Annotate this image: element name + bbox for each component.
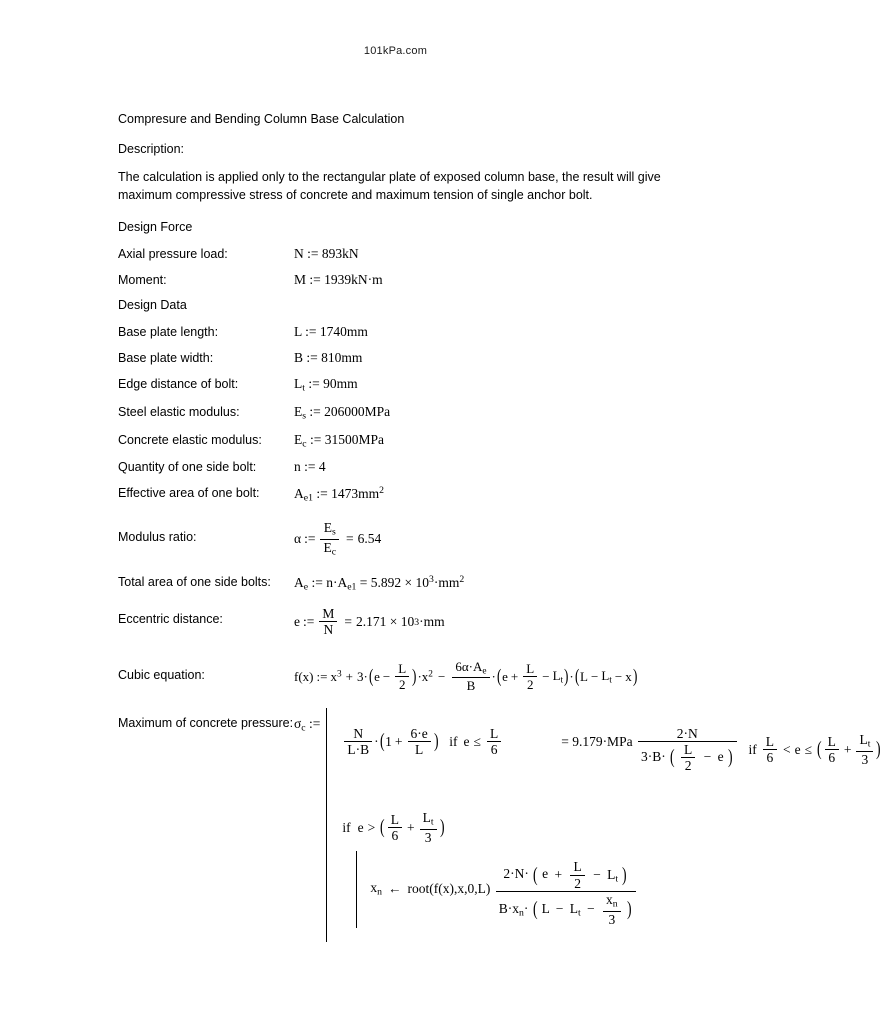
piecewise-case-1: [342, 726, 632, 758]
op-minus-6: −: [703, 748, 712, 764]
den-3-a: 3: [856, 751, 873, 768]
sigma-base: σ: [294, 715, 302, 731]
value-N: 893kN: [321, 246, 359, 262]
row-steel-elastic-modulus: [118, 404, 678, 422]
arrow-assign: ←: [387, 880, 402, 896]
fraction-Es-over-Ec: [320, 520, 339, 558]
fraction-L-over-6-d: [388, 812, 402, 844]
Lt-base-2: L: [601, 668, 610, 684]
symbol-sigma-c: [294, 708, 326, 734]
value-alpha: 6.54: [357, 530, 382, 546]
num-L-b: L: [526, 660, 535, 676]
xn-base-3: x: [606, 892, 613, 908]
dot-8: ·: [374, 733, 379, 749]
value-Ae-unit-exponent: 2: [459, 573, 465, 585]
three-2: 3: [640, 748, 648, 764]
assignment-xn-root: [370, 880, 490, 898]
op-minus-4: −: [590, 669, 599, 685]
label-axial-pressure-load: Axial pressure load:: [118, 247, 228, 262]
label-base-plate-length: Base plate length:: [118, 325, 219, 340]
symbol-Es-sub: s: [302, 410, 307, 422]
row-edge-distance-of-bolt: [118, 376, 678, 394]
cond1-le: ≤: [473, 733, 481, 749]
symbol-N: N: [294, 246, 304, 262]
symbol-Ec-base: E: [294, 431, 303, 447]
final-fraction-expression: [494, 859, 638, 928]
dot-1: ·: [332, 574, 338, 590]
symbol-n: n: [294, 459, 301, 475]
expr-edge-distance-of-bolt: [294, 376, 358, 394]
inner-Lt-2: [601, 668, 612, 686]
paren-close-7: ): [439, 816, 445, 838]
Lt-sub-1: t: [560, 675, 564, 686]
paren-close-5: ): [727, 747, 733, 769]
symbol-Ae1-sub: e1: [303, 492, 313, 504]
value-Ec: 31500MPa: [324, 431, 384, 447]
paren-open-9: (: [532, 899, 538, 921]
x-2: x: [421, 669, 429, 685]
symbol-Ae1-base: A: [294, 486, 304, 502]
op-minus-8: −: [555, 901, 564, 917]
assign-op-6: :=: [309, 403, 321, 419]
den-B-1: B: [452, 677, 489, 693]
fraction-Lt-over-3-a: [856, 732, 873, 768]
xn-sub-3: n: [612, 899, 618, 911]
symbol-Ae-sub: e: [303, 581, 309, 593]
symbol-Es-base: E: [294, 403, 303, 419]
dot-2: ·: [363, 669, 368, 685]
Lt-sub-2: t: [609, 675, 612, 686]
dot-13: ·: [510, 866, 515, 882]
value-Ae1-exponent: 2: [379, 485, 384, 497]
num-xn: [603, 892, 621, 911]
op-plus-1: +: [345, 669, 353, 685]
den-c: c: [331, 546, 337, 558]
N-3: N: [514, 866, 525, 882]
fraction-L-over-2-c: [681, 742, 695, 774]
value-Es: 206000MPa: [324, 403, 391, 419]
expr-quantity-of-one-side-bolt: [294, 459, 326, 475]
value-e-exponent: 3: [414, 616, 420, 628]
paren-open-7: (: [380, 816, 385, 838]
xn-base-2: x: [512, 901, 519, 917]
paren-close-1: ): [412, 666, 417, 688]
value-B: 810mm: [321, 350, 363, 366]
fraction-denominator-N: N: [319, 621, 337, 638]
label-moment: Moment:: [118, 273, 167, 288]
label-total-area-one-side-bolts: Total area of one side bolts:: [118, 574, 271, 589]
expr-cubic-equation: [294, 660, 638, 693]
expr-eccentric-distance: [294, 606, 445, 638]
expr-steel-elastic-modulus: [294, 404, 390, 422]
row-moment: [118, 272, 678, 288]
op-minus-3: −: [542, 669, 550, 685]
op-minus-2: −: [437, 669, 446, 685]
num-6-alpha-Ae: [452, 660, 489, 677]
inner-e-2: e: [502, 669, 508, 685]
expr-moment: [294, 272, 383, 288]
Lt-base-3: L: [859, 732, 868, 748]
if-keyword-2: if: [748, 741, 757, 757]
Lt-sub-5: t: [615, 873, 619, 885]
fraction-L-over-2-a: [395, 662, 409, 693]
piecewise-case-3-condition: [342, 810, 445, 846]
row-concrete-elastic-modulus: [118, 432, 678, 450]
expr-axial-pressure-load: [294, 246, 359, 262]
equals-alpha: =: [346, 530, 354, 546]
piecewise-case-2: [636, 726, 882, 774]
fraction-L-over-2-d: [570, 859, 584, 891]
if-keyword-1: if: [449, 733, 458, 749]
label-effective-area-of-one-bolt: Effective area of one bolt:: [118, 486, 260, 501]
expr-modulus-ratio: [294, 520, 381, 558]
symbol-alpha: α: [294, 530, 302, 546]
row-eccentric-distance: [118, 606, 678, 638]
factor-n: n: [326, 574, 333, 590]
Ae-sub-1: e: [482, 666, 487, 677]
assign-op-10: :=: [304, 530, 316, 546]
op-minus-5: −: [614, 669, 623, 685]
dot-16: ·: [523, 901, 529, 917]
fraction-xn-over-3: [603, 892, 621, 928]
section-design-force: Design Force: [118, 220, 193, 235]
symbol-xn: [370, 880, 382, 898]
symbol-L: L: [294, 324, 302, 340]
num-2N: [638, 726, 737, 741]
num-L-e: L: [765, 733, 774, 749]
label-steel-elastic-modulus: Steel elastic modulus:: [118, 404, 240, 419]
expr-concrete-elastic-modulus: [294, 432, 384, 450]
cond3-gt: >: [367, 819, 376, 835]
fraction-final: [496, 859, 636, 928]
assign-op-3: :=: [305, 324, 317, 340]
row-max-concrete-pressure: [118, 708, 881, 942]
row-total-area-one-side-bolts: [118, 574, 678, 593]
coef-3: 3: [356, 669, 364, 685]
e-4: e: [717, 748, 724, 764]
den-L-2: L: [408, 741, 431, 758]
label-max-concrete-pressure: Maximum of concrete pressure:: [118, 715, 294, 730]
label-concrete-elastic-modulus: Concrete elastic modulus:: [118, 432, 262, 447]
symbol-B: B: [294, 350, 304, 366]
den-final: [496, 891, 636, 928]
fraction-2N-over-3B: [638, 726, 737, 774]
fraction-L-over-2-b: [523, 662, 537, 693]
B-4: B: [498, 901, 508, 917]
two-1: 2: [676, 725, 684, 741]
Lt-6: [569, 901, 581, 920]
op-plus-2: +: [510, 669, 519, 685]
label-eccentric-distance: Eccentric distance:: [118, 612, 223, 627]
Lt-sub-6: t: [577, 908, 581, 920]
sigma-result-value: = 9.179·MPa: [561, 733, 633, 749]
L-final: L: [541, 901, 550, 917]
Lt-5: [607, 866, 619, 885]
term-x-squared: [422, 669, 433, 685]
description-label: Description:: [118, 142, 184, 156]
den-3-b: 3: [420, 829, 437, 846]
expr-base-plate-length: [294, 324, 368, 340]
factor-Ae1-base: A: [337, 574, 348, 590]
paren-close-9: ): [627, 899, 632, 921]
inner-e-1: e: [374, 669, 380, 685]
den-LB: [344, 741, 372, 758]
den-2-a: 2: [395, 676, 409, 692]
e-5: e: [542, 866, 549, 882]
e-3: e: [421, 725, 428, 741]
xn-sub-1: n: [377, 886, 382, 898]
den-6-a: 6: [487, 741, 501, 758]
paren-open-5: (: [670, 747, 675, 769]
fraction-6e-over-L: [408, 726, 431, 758]
cond2-lt: <: [783, 741, 791, 757]
paren-open-6: (: [817, 738, 822, 760]
inner-L-1: L: [580, 669, 588, 685]
num-N-1: N: [353, 725, 364, 741]
symbol-M: M: [294, 272, 307, 288]
x-1: x: [330, 669, 337, 685]
cond2-e: e: [794, 741, 801, 757]
piecewise-case-3: [342, 810, 882, 928]
num-s: s: [331, 526, 336, 538]
den-B-2: B: [360, 741, 370, 757]
value-Ae-unit: ·mm: [433, 574, 460, 590]
fraction-numerator-M: M: [322, 606, 335, 622]
symbol-Ae-base: A: [294, 574, 304, 590]
label-edge-distance-of-bolt: Edge distance of bolt:: [118, 377, 239, 392]
cond2-le: ≤: [804, 741, 813, 757]
expr-base-plate-width: [294, 350, 362, 366]
num-L-f: L: [827, 733, 836, 749]
Ae-base-1: A: [472, 659, 483, 675]
cond1-e: e: [463, 733, 470, 749]
piecewise-block: [326, 708, 882, 942]
label-base-plate-width: Base plate width:: [118, 351, 214, 366]
symbol-f-of-x: f(x): [294, 669, 314, 685]
if-keyword-3: if: [342, 819, 351, 835]
six-2: 6: [410, 725, 418, 741]
equals-e: =: [344, 614, 353, 630]
fraction-6alphaAe-over-B: [452, 660, 489, 693]
value-M: 1939kN·m: [324, 272, 383, 288]
num-L-g: L: [390, 811, 399, 827]
xn-sub-2: n: [518, 908, 524, 920]
value-e: 2.171 × 10: [356, 614, 415, 630]
den-E: E: [323, 539, 332, 555]
den-L-1: L: [347, 741, 356, 757]
op-minus-9: −: [587, 901, 595, 917]
dot-10: ·: [683, 725, 688, 741]
num-final: [496, 859, 636, 891]
dot-15: ·: [507, 901, 513, 917]
num-L-d: L: [683, 741, 693, 757]
expr-total-area-one-side-bolts: [294, 574, 464, 593]
assign-op-8: :=: [304, 459, 316, 475]
symbol-Lt-sub: t: [302, 382, 305, 394]
Lt-base-5: L: [607, 866, 616, 882]
factor-Ae1-sub: e1: [347, 581, 357, 593]
den-6-c: 6: [825, 749, 839, 766]
den-2-c: 2: [681, 757, 695, 774]
six-1: 6: [455, 659, 462, 675]
symbol-Lt-base: L: [294, 376, 303, 392]
Lt-base-1: L: [552, 668, 561, 684]
num-E: E: [323, 519, 332, 535]
num-L-h: L: [573, 859, 582, 875]
section-design-data: Design Data: [118, 298, 187, 313]
num-Lt-a: [856, 732, 873, 751]
dot-14: ·: [524, 866, 529, 882]
Lt-sub-3: t: [867, 738, 871, 750]
row-cubic-equation: [118, 660, 678, 693]
paren-close-3: ): [632, 666, 638, 688]
xn-2: [512, 901, 524, 920]
root-function-call: root(f(x),x,0,L): [407, 880, 491, 896]
one-1: 1: [385, 733, 392, 749]
fraction-denominator-Ec: [320, 539, 339, 558]
row-modulus-ratio: [118, 520, 678, 558]
inner-Lt-1: [553, 668, 564, 686]
fraction-N-over-LB: [344, 726, 372, 758]
dot-9: ·: [417, 725, 422, 741]
dot-11: ·: [647, 748, 653, 764]
op-minus-1: −: [382, 669, 391, 685]
fraction-M-over-N: [319, 606, 337, 638]
symbol-e: e: [294, 614, 300, 630]
assign-op-11: :=: [311, 574, 323, 590]
assign-op-4: :=: [306, 350, 318, 366]
row-quantity-of-one-side-bolt: [118, 459, 678, 475]
label-modulus-ratio: Modulus ratio:: [118, 529, 197, 544]
paren-close-6: ): [876, 738, 881, 760]
value-L: 1740mm: [319, 324, 368, 340]
inner-x-1: x: [625, 669, 632, 685]
Lt-sub-4: t: [430, 816, 434, 828]
den-2-b: 2: [523, 676, 537, 692]
row-base-plate-length: [118, 324, 678, 340]
num-Lt-b: [420, 810, 437, 829]
den-3B-L2-e: [638, 741, 737, 774]
sigma-sub: c: [301, 722, 306, 734]
alpha-1: α: [461, 659, 469, 675]
fraction-numerator-Es: [320, 520, 339, 539]
assign-op-9: :=: [316, 486, 328, 502]
symbol-Ec-sub: c: [302, 438, 307, 450]
op-plus-4: +: [843, 741, 852, 757]
paren-close-8: ): [622, 864, 627, 886]
op-plus-3: +: [394, 733, 403, 749]
op-plus-5: +: [407, 819, 415, 835]
dot-4: ·: [468, 659, 473, 675]
row-base-plate-width: [118, 350, 678, 366]
label-cubic-equation: Cubic equation:: [118, 668, 205, 683]
cond3-e: e: [357, 819, 364, 835]
equals-Ae: =: [359, 574, 368, 590]
fraction-L-over-6-b: [763, 734, 777, 766]
paren-close-4: ): [433, 730, 439, 752]
row-axial-pressure-load: [118, 246, 678, 262]
dot-3: ·: [417, 669, 422, 685]
paren-close-2: ): [564, 666, 569, 688]
paren-open-1: (: [368, 666, 374, 688]
piecewise-case-3-body: [356, 851, 882, 928]
value-Ae-exponent: 3: [429, 573, 434, 585]
exp-2: 2: [428, 669, 433, 680]
fraction-L-over-6-a: [487, 726, 501, 758]
Lt-base-6: L: [569, 901, 578, 917]
num-6e: [408, 726, 431, 741]
two-2: 2: [503, 866, 511, 882]
dot-12: ·: [661, 748, 666, 764]
den-6-d: 6: [388, 827, 402, 844]
assign-op-2: :=: [309, 272, 321, 288]
dot-5: ·: [491, 669, 496, 685]
den-6-b: 6: [763, 749, 777, 766]
B-3: B: [652, 748, 662, 764]
assign-op-5: :=: [308, 376, 320, 392]
num-L-c: L: [489, 725, 499, 741]
assign-op-1: :=: [307, 246, 319, 262]
N-2: N: [687, 725, 698, 741]
paren-open-4: (: [379, 730, 385, 752]
term-x-cubed: [330, 669, 341, 685]
exp-3: 3: [336, 669, 342, 680]
op-minus-7: −: [593, 866, 601, 882]
expr-effective-area-of-one-bolt: [294, 485, 384, 504]
value-e-unit: ·mm: [419, 614, 445, 630]
assign-op-12: :=: [303, 614, 315, 630]
Lt-base-4: L: [422, 809, 431, 825]
page-title: Compresure and Bending Column Base Calculation: [118, 112, 405, 126]
paren-open-8: (: [533, 864, 538, 886]
fraction-L-over-6-c: [825, 734, 839, 766]
dot-6: ·: [569, 669, 574, 685]
assign-op-13: :=: [316, 669, 328, 685]
document-content: [118, 112, 881, 952]
fraction-Lt-over-3-b: [420, 810, 437, 846]
assign-op-14: :=: [308, 715, 321, 731]
value-Lt: 90mm: [323, 376, 358, 392]
value-Ae1: 1473mm: [331, 486, 380, 502]
den-2-d: 2: [570, 875, 584, 892]
xn-base-1: x: [370, 879, 378, 895]
op-plus-6: +: [554, 866, 563, 882]
den-3-c: 3: [603, 911, 621, 928]
num-L-a: L: [398, 660, 407, 676]
value-n: 4: [318, 459, 326, 475]
paren-open-3: (: [574, 666, 580, 688]
site-watermark: 101kPa.com: [363, 45, 428, 57]
paren-open-2: (: [496, 666, 502, 688]
value-Ae: 5.892 × 10: [370, 574, 430, 590]
dot-7: ·: [355, 741, 361, 757]
assign-op-7: :=: [309, 431, 322, 447]
label-quantity-of-one-side-bolt: Quantity of one side bolt:: [118, 460, 257, 475]
row-effective-area-of-one-bolt: [118, 485, 678, 504]
description-text: The calculation is applied only to the rectangular plate of exposed column base, the result will give maximum compressive stress of concrete and maximum tension of single anchor bolt.: [118, 170, 661, 203]
